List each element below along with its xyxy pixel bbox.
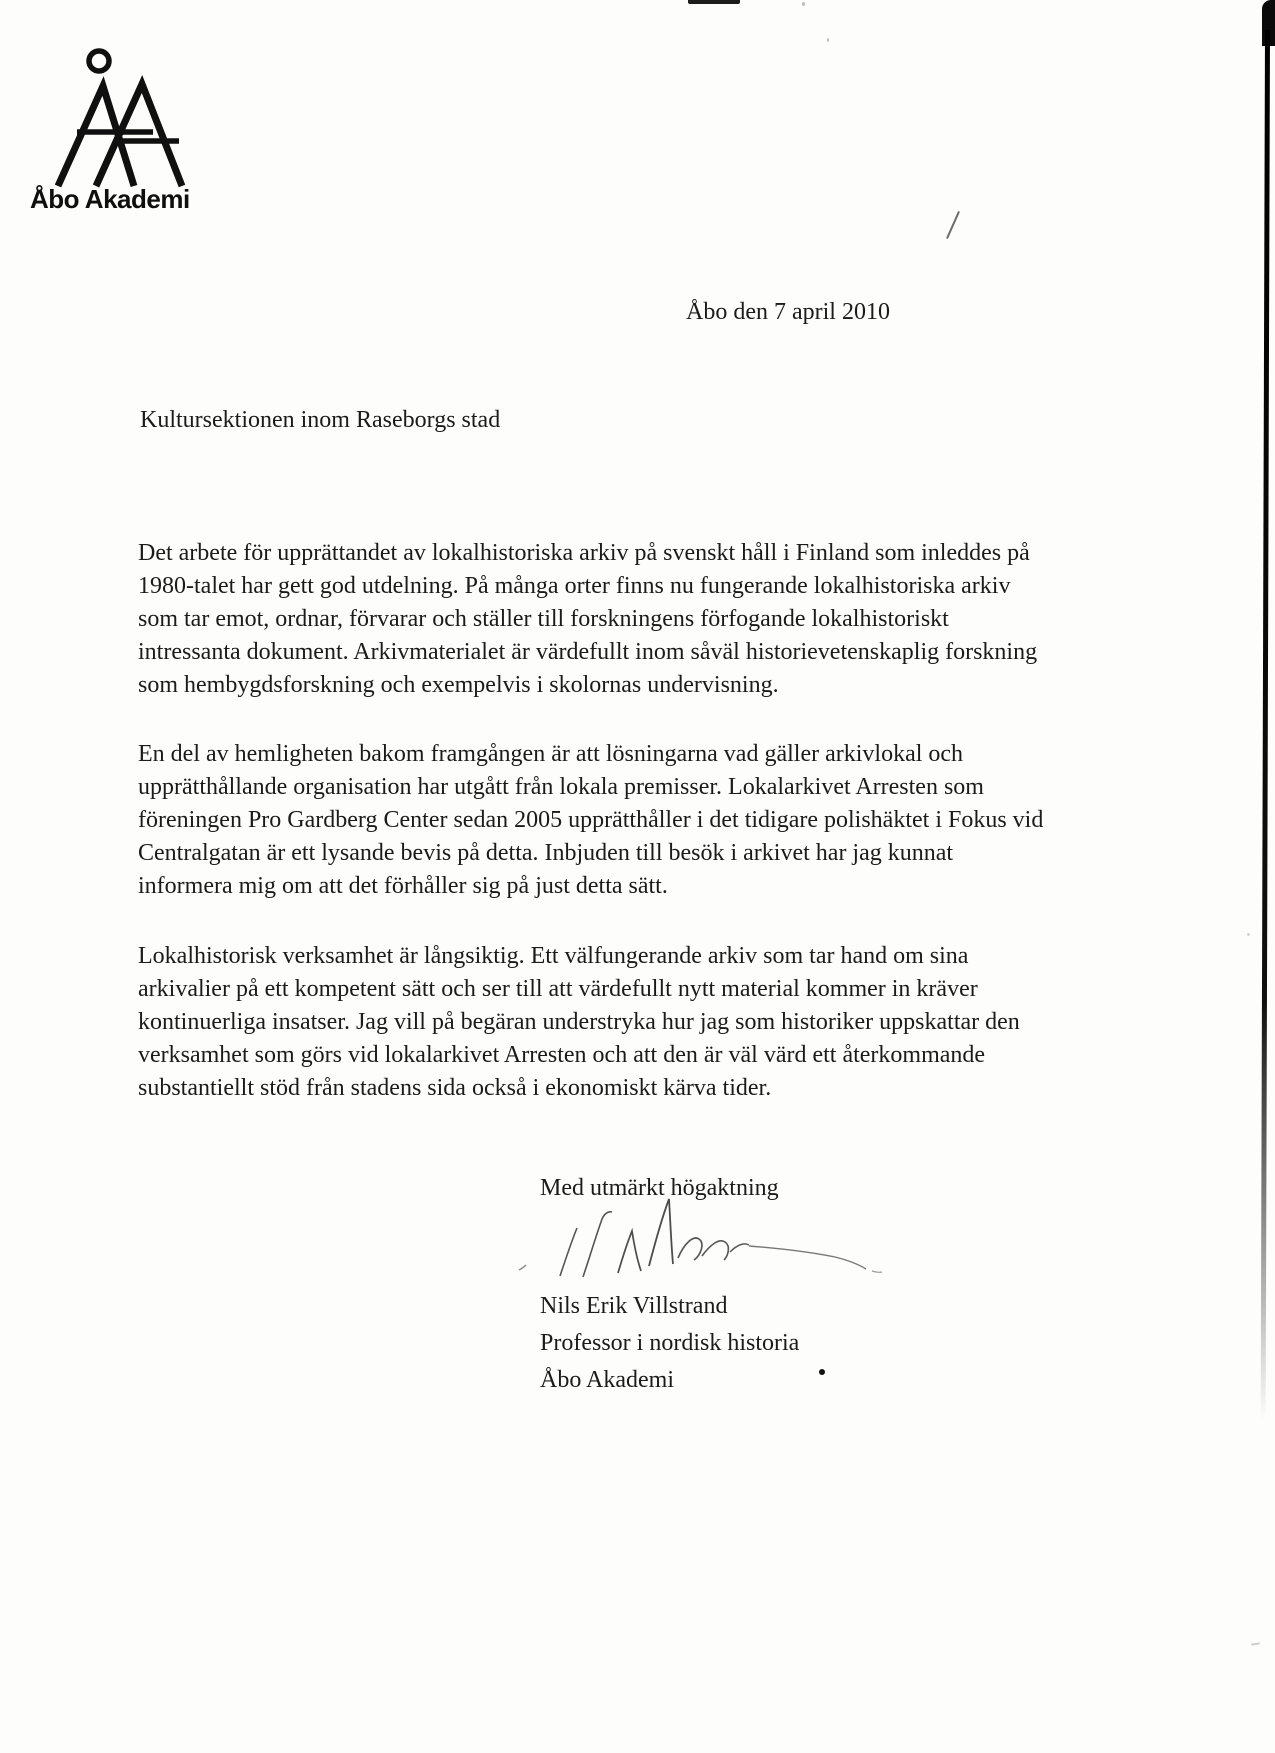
scan-speck [802, 2, 805, 6]
letter-line: som hembygdsforskning och exempelvis i skolornas undervisning. [138, 672, 779, 698]
dateline: Åbo den 7 april 2010 [686, 299, 890, 325]
recipient-line: Kultursektionen inom Raseborgs stad [140, 407, 501, 433]
letter-line: arkivalier på ett kompetent sätt och ser till att värdefullt nytt material kommer in kräver [138, 976, 978, 1002]
letterhead-logo-text: Åbo Akademi [30, 184, 190, 214]
scan-speck [827, 38, 829, 42]
letter-line: föreningen Pro Gardberg Center sedan 2005 upprätthåller i det tidigare polishäktet i Fokus vid [138, 807, 1044, 833]
letter-line: som tar emot, ordnar, förvarar och ställer till forskningens förfogande lokalhistoriskt [138, 606, 949, 632]
letter-line: Lokalhistorisk verksamhet är långsiktig. Ett välfungerande arkiv som tar hand om sina [138, 943, 969, 969]
scan-speck [1251, 1642, 1260, 1645]
signature-title: Professor i nordisk historia [540, 1330, 800, 1356]
paragraph-2 [138, 738, 1043, 903]
letter-line: 1980-talet har gett god utdelning. På många orter finns nu fungerande lokalhistoriska arkiv [138, 573, 1011, 599]
letter-line: Det arbete för upprättandet av lokalhistoriska arkiv på svenskt håll i Finland som inleddes på [138, 540, 1030, 566]
signature-org: Åbo Akademi [540, 1367, 674, 1393]
letter-line: upprätthållande organisation har utgått från lokala premisser. Lokalarkivet Arresten som [138, 774, 984, 800]
paragraph-1 [138, 537, 1037, 702]
letter-line: Centralgatan är ett lysande bevis på detta. Inbjuden till besök i arkivet har jag kunnat [138, 840, 954, 866]
pen-slash-mark [946, 211, 960, 239]
letter-line: kontinuerliga insatser. Jag vill på begäran understryka hur jag som historiker uppskattar den [138, 1009, 1020, 1035]
scan-speck [1247, 933, 1250, 936]
ink-dot-mark [819, 1369, 825, 1375]
scan-top-mark [688, 0, 740, 4]
paragraph-3 [138, 940, 1020, 1105]
signature-name: Nils Erik Villstrand [540, 1293, 728, 1319]
letter-line: verksamhet som görs vid lokalarkivet Arresten och att den är väl värd ett återkommande [138, 1042, 986, 1068]
scan-edge-line [1261, 30, 1270, 1420]
closing-salutation: Med utmärkt högaktning [540, 1175, 779, 1201]
letter-line: substantiellt stöd från stadens sida också i ekonomiskt kärva tider. [138, 1075, 772, 1101]
handwritten-signature [500, 1150, 920, 1310]
letter-line: intressanta dokument. Arkivmaterialet är värdefullt inom såväl historievetenskaplig forskning [138, 639, 1038, 665]
letter-line: informera mig om att det förhåller sig på just detta sätt. [138, 873, 668, 899]
letter-line: En del av hemligheten bakom framgången är att lösningarna vad gäller arkivlokal och [138, 741, 964, 767]
abo-akademi-logo-icon [25, 36, 215, 188]
